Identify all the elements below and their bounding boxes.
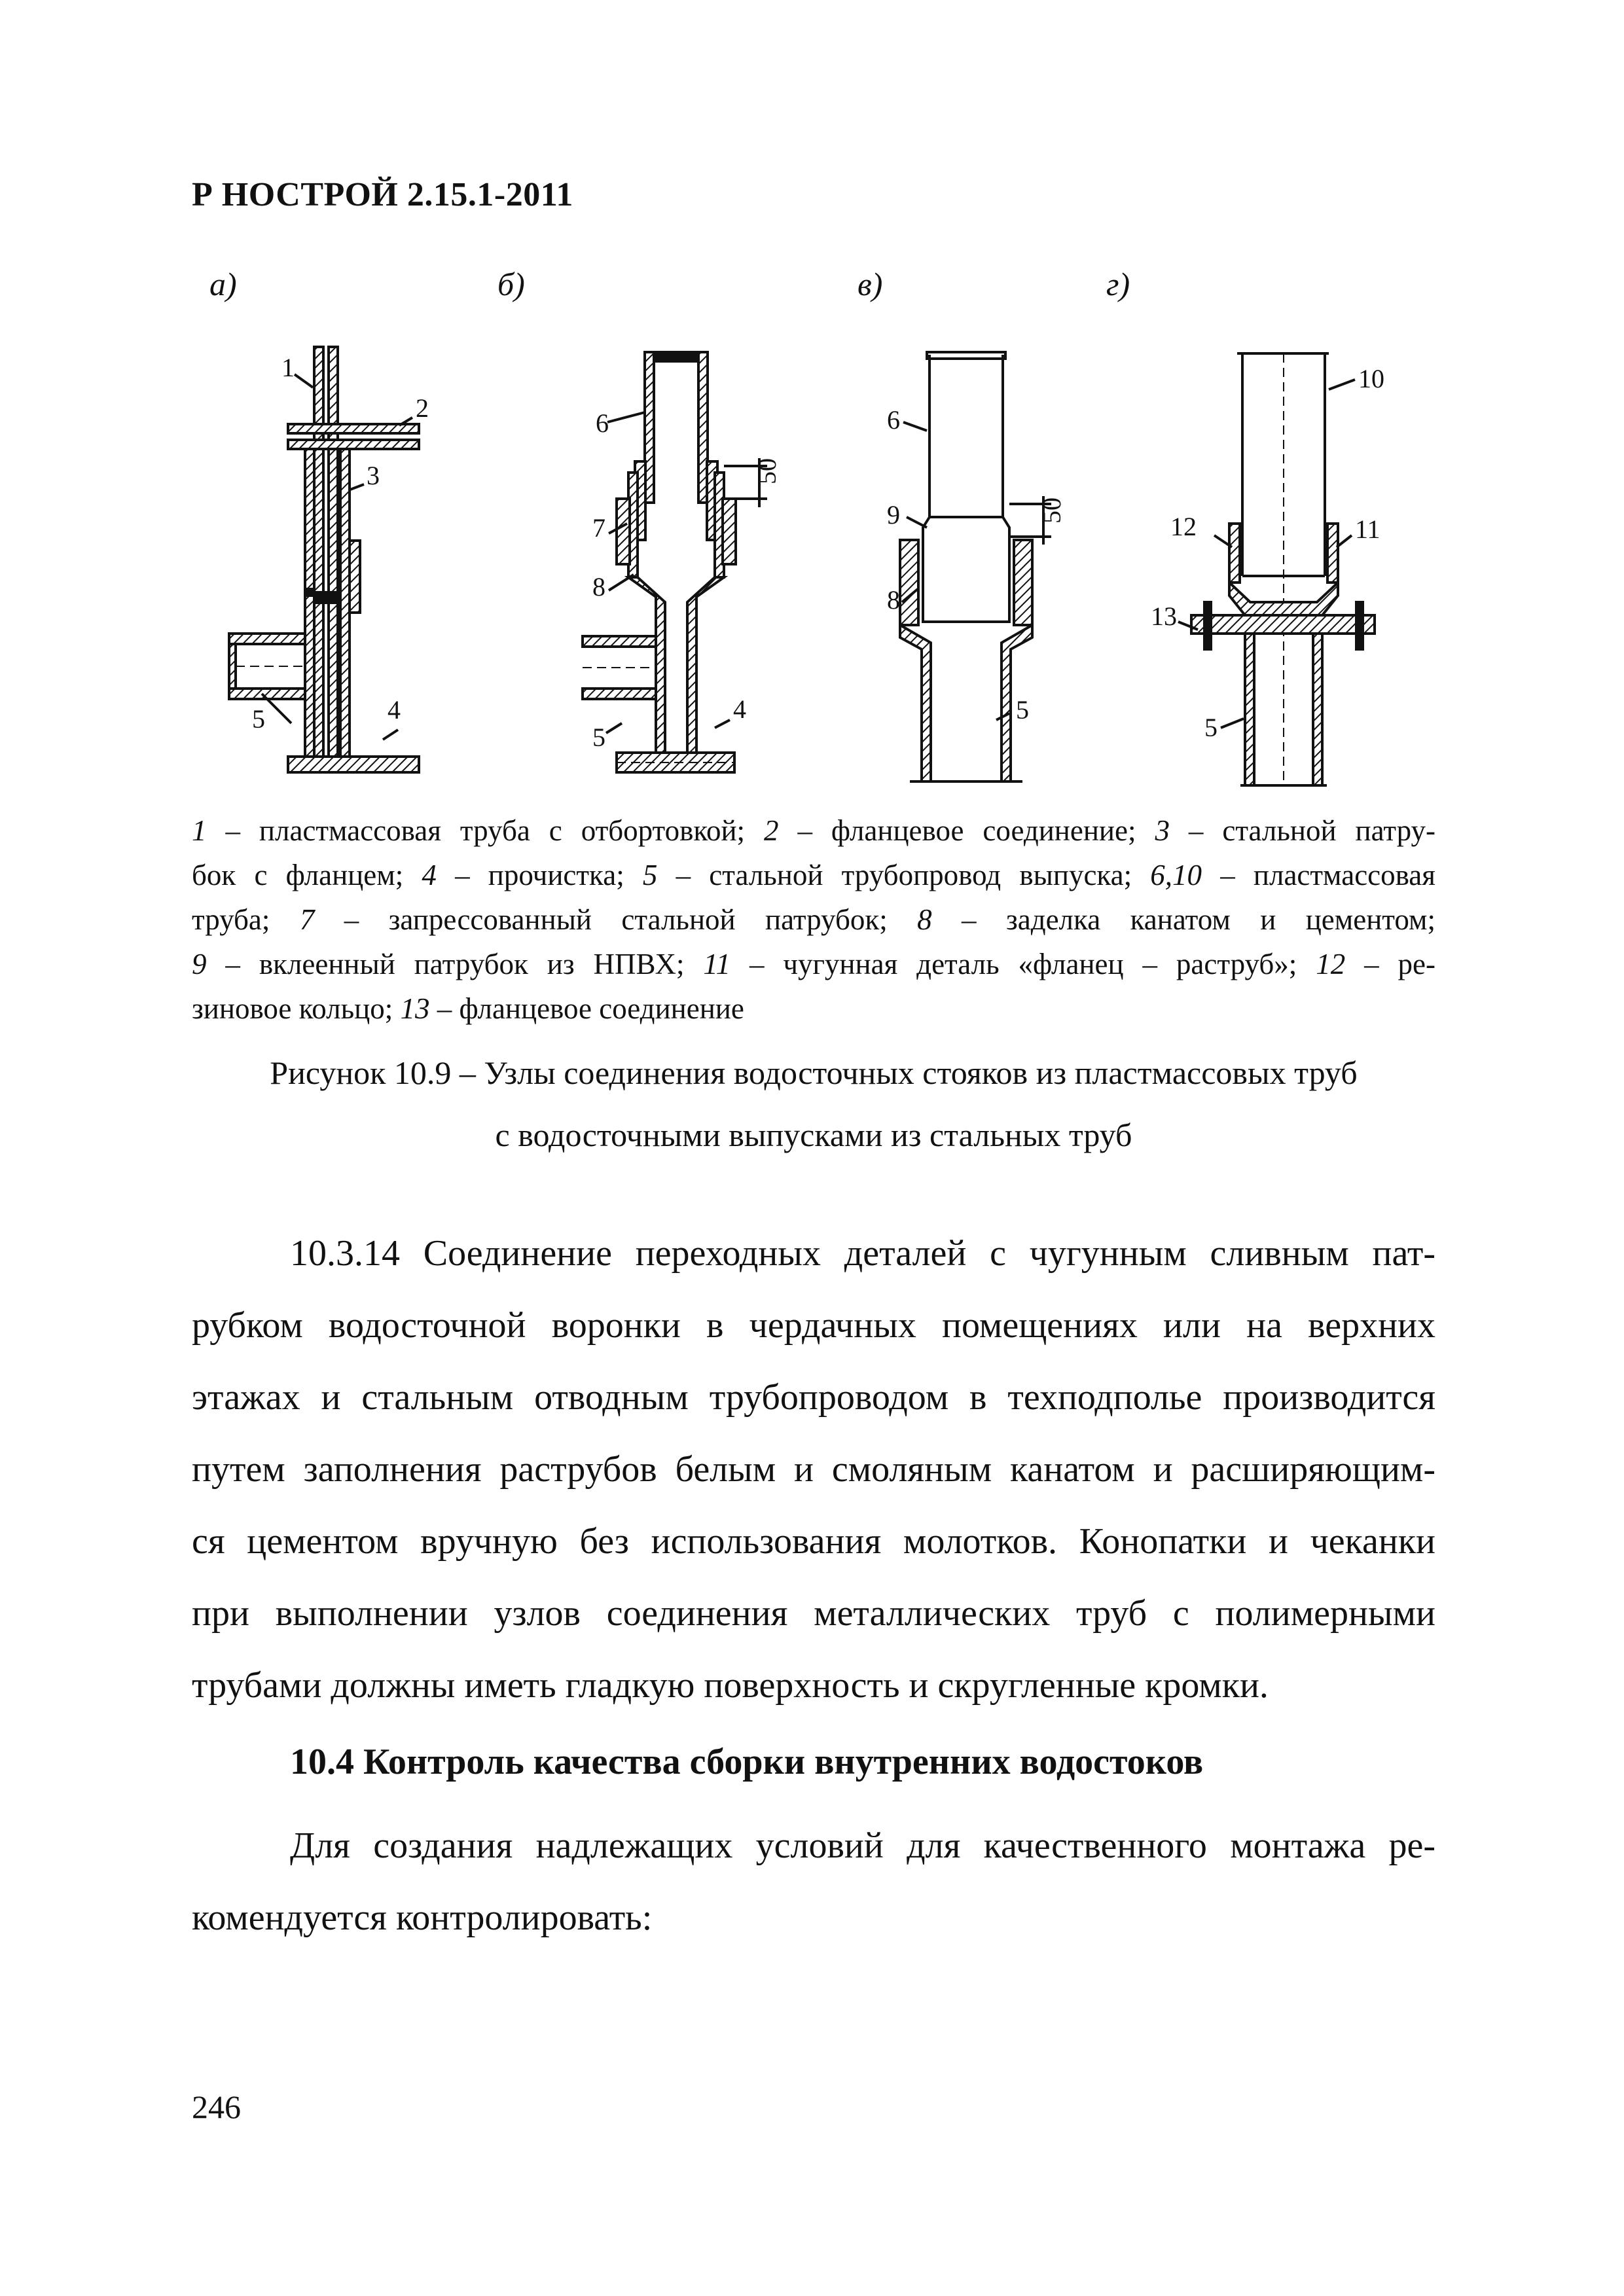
panel-label-a: а) [209,266,237,302]
paragraph-line: путем заполнения раструбов белым и смоляным канатом и расширяющим- [192,1449,1435,1490]
callout-b-6: 6 [596,408,609,438]
paragraph-line: при выполнении узлов соединения металлических труб с полимерными [192,1593,1435,1634]
figure-legend [192,808,1435,1031]
paragraph-10-4-intro [192,1810,1435,1954]
legend-text: – фланцевое соединение; [778,814,1155,847]
legend-text: – вклеенный патрубок из НПВХ; [206,948,704,980]
figure-caption-line2: с водосточными выпусками из стальных труб [495,1117,1132,1153]
paragraph-line: 10.3.14 Соединение переходных деталей с чугунным сливным пат- [290,1233,1435,1274]
paragraph-line: комендуется контролировать: [192,1897,653,1938]
legend-text: – стальной патру- [1169,814,1436,847]
callout-g-12: 12 [1170,512,1197,541]
legend-text: – заделка канатом и цементом; [931,903,1435,936]
callout-a-2: 2 [416,393,429,423]
legend-text: – ре- [1345,948,1435,980]
paragraph-line: рубком водосточной воронки в чердачных помещениях или на верхних [192,1305,1435,1346]
legend-line [192,942,1435,986]
legend-number: 1 [192,814,207,847]
section-title: 10.4 Контроль качества сборки внутренних водостоков [290,1742,1204,1782]
callout-v-9: 9 [887,500,900,529]
callout-b-8: 8 [592,572,605,601]
panel-label-b: б) [497,266,525,302]
legend-text: – чугунная деталь «фланец – раструб»; [731,948,1316,980]
callout-a-4: 4 [388,695,401,725]
legend-text: труба; [192,903,300,936]
callout-b-5: 5 [592,723,605,752]
legend-number: 2 [764,814,779,847]
panel-label-v: в) [857,266,883,302]
dimension-v-50: 50 [1037,497,1066,524]
callout-b-4: 4 [733,694,746,724]
paragraph-line: этажах и стальным отводным трубопроводом в техподполье производится [192,1377,1435,1418]
callout-g-10: 10 [1358,364,1384,393]
document-code: Р НОСТРОЙ 2.15.1-2011 [192,176,573,213]
callout-g-11: 11 [1355,514,1380,544]
legend-number: 7 [299,903,315,936]
legend-text: – пластмассовая труба с отбортовкой; [206,814,764,847]
legend-number: 9 [192,948,207,980]
callout-a-5: 5 [252,704,265,734]
legend-number: 13 [400,992,430,1025]
legend-text: зиновое кольцо; [192,992,401,1025]
legend-number: 6,10 [1150,859,1202,891]
legend-number: 11 [703,948,731,980]
page-number: 246 [192,2089,241,2125]
legend-number: 5 [642,859,658,891]
legend-line [192,897,1435,942]
legend-text: – стальной трубопровод выпуска; [657,859,1151,891]
legend-number: 4 [422,859,437,891]
callout-b-7: 7 [592,513,605,543]
legend-text: – запрессованный стальной патрубок; [314,903,918,936]
callout-g-13: 13 [1151,601,1177,631]
legend-number: 3 [1155,814,1170,847]
callout-a-1: 1 [281,353,295,382]
paragraph-line: ся цементом вручную без использования молотков. Конопатки и чеканки [192,1521,1435,1562]
legend-line [192,853,1435,897]
paragraph-10-3-14 [192,1217,1435,1721]
callout-v-6: 6 [887,405,900,435]
legend-text: – пластмассовая [1202,859,1435,891]
panel-label-g: г) [1106,266,1130,302]
dimension-b-50: 50 [752,458,782,484]
legend-number: 12 [1316,948,1346,980]
callout-g-5: 5 [1204,713,1218,742]
paragraph-line: Для создания надлежащих условий для качественного монтажа ре- [290,1825,1435,1866]
legend-number: 8 [917,903,932,936]
legend-text: бок с фланцем; [192,859,422,891]
legend-line [192,808,1435,853]
legend-text: – прочистка; [436,859,643,891]
pipe-joints-figure [216,327,1420,798]
callout-v-8: 8 [887,585,900,615]
figure-caption-line1: Рисунок 10.9 – Узлы соединения водосточных стояков из пластмассовых труб [270,1054,1358,1091]
paragraph-line: трубами должны иметь гладкую поверхность и скругленные кромки. [192,1665,1269,1706]
callout-v-5: 5 [1016,695,1029,725]
legend-line [192,986,1435,1031]
legend-text: – фланцевое соединение [429,992,744,1025]
callout-a-3: 3 [367,461,380,490]
